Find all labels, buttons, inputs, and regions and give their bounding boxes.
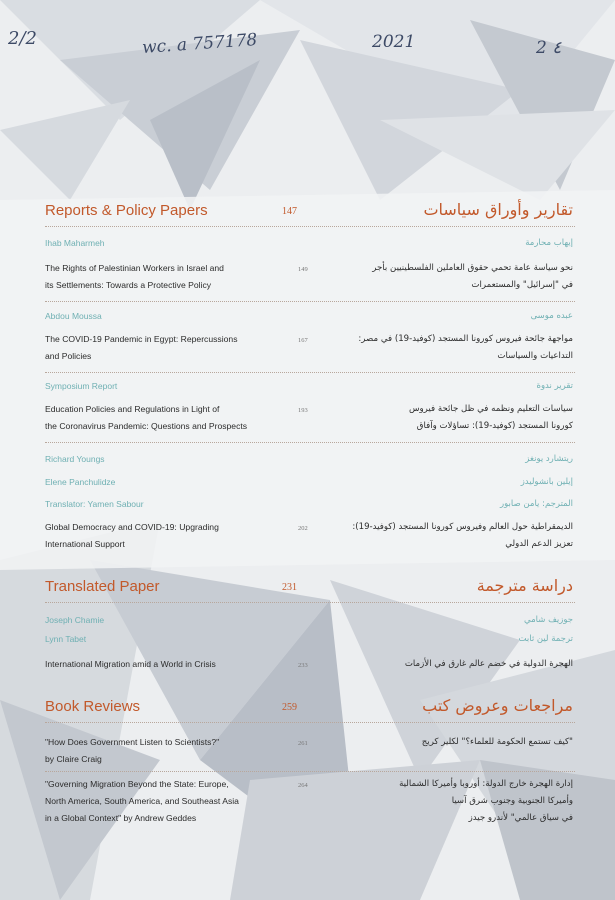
section-page-translated: 231: [282, 582, 297, 593]
section-title-reviews-ar: مراجعات وعروض كتب: [422, 696, 573, 715]
entry-title-en[interactable]: [45, 776, 280, 827]
entry-divider: [45, 771, 575, 772]
entry-title-en[interactable]: [45, 519, 280, 553]
entry-title-line: تعزيز الدعم الدولي: [505, 539, 573, 549]
entry-divider: [45, 372, 575, 373]
entry-title-en[interactable]: [45, 401, 280, 435]
translator-en: Lynn Tabet: [45, 634, 87, 644]
entry-title-ar[interactable]: [308, 734, 573, 751]
entry-title-line: "كيف تستمع الحكومة للعلماء؟" لكلير كريج: [421, 737, 573, 747]
author-ar: عبده موسى: [530, 311, 573, 321]
author-en: Symposium Report: [45, 381, 118, 391]
section-title-translated-en: Translated Paper: [45, 578, 160, 595]
entry-title-line: International Support: [45, 539, 125, 549]
section-divider: [45, 602, 575, 603]
entry-page-number: 149: [298, 266, 308, 273]
entry-title-line: "How Does Government Listen to Scientists?": [45, 737, 220, 747]
section-title-reviews-en: Book Reviews: [45, 698, 141, 715]
entry-title-line: كورونا المستجد (كوفيد-19): تساؤلات وآفاق: [416, 421, 573, 431]
section-page-reports: 147: [282, 206, 297, 217]
entry-title-line: Education Policies and Regulations in Light of: [45, 404, 220, 414]
section-title-reports-ar: تقارير وأوراق سياسات: [423, 200, 573, 219]
entry-title-line: the Coronavirus Pandemic: Questions and Prospects: [45, 421, 248, 431]
translator-ar: المترجم: يامن صابور: [500, 499, 573, 509]
entry-title-ar[interactable]: [308, 260, 573, 294]
entry-divider: [45, 442, 575, 443]
translator-en: Translator: Yamen Sabour: [45, 499, 144, 509]
author-en: Richard Youngs: [45, 454, 105, 464]
entry-title-line: and Policies: [45, 351, 92, 361]
entry-title-ar[interactable]: [308, 519, 573, 553]
author-en: Ihab Maharmeh: [45, 238, 105, 248]
entry-title-line: its Settlements: Towards a Protective Policy: [45, 280, 212, 290]
section-title-reports-en: Reports & Policy Papers: [45, 202, 208, 219]
entry-title-line: Global Democracy and COVID-19: Upgrading: [45, 522, 219, 532]
entry-title-en[interactable]: [45, 656, 280, 673]
entry-divider: [45, 301, 575, 302]
entry-title-line: في "إسرائيل" والمستعمرات: [471, 280, 573, 290]
handwritten-year: 2021: [372, 32, 416, 52]
entry-title-line: سياسات التعليم ونظمه في ظل جائحة فيروس: [409, 404, 573, 414]
section-divider: [45, 226, 575, 227]
author-en: Abdou Moussa: [45, 311, 102, 321]
author-ar: ريتشارد يونغز: [525, 454, 573, 464]
entry-title-en[interactable]: [45, 260, 280, 294]
entry-title-line: مواجهة جائحة فيروس كورونا المستجد (كوفيد-19) في مصر:: [358, 334, 573, 344]
entry-page-number: 202: [298, 525, 308, 532]
author-ar: إيهاب محارمة: [525, 238, 573, 248]
section-title-translated-ar: دراسة مترجمة: [476, 576, 573, 595]
entry-title-line: North America, South America, and Southeast Asia: [45, 796, 239, 806]
entry-title-line: "Governing Migration Beyond the State: Europe,: [45, 779, 229, 789]
entry-page-number: 264: [298, 782, 308, 789]
entry-page-number: 167: [298, 337, 308, 344]
handwritten-folio: 2/2: [8, 28, 37, 49]
entry-title-line: by Claire Craig: [45, 754, 102, 764]
entry-title-line: الهجرة الدولية في خضم عالم غارق في الأزمات: [404, 659, 573, 669]
entry-page-number: 193: [298, 407, 308, 414]
section-divider: [45, 722, 575, 723]
entry-title-ar[interactable]: [308, 656, 573, 673]
author-ar: إيلين بانشوليدز: [520, 477, 573, 487]
entry-title-line: in a Global Context" by Andrew Geddes: [45, 813, 197, 823]
entry-title-line: The Rights of Palestinian Workers in Israel and: [45, 263, 224, 273]
entry-title-en[interactable]: [45, 331, 280, 365]
entry-title-ar[interactable]: [308, 331, 573, 365]
entry-page-number: 261: [298, 740, 308, 747]
section-page-reviews: 259: [282, 702, 297, 713]
entry-title-line: International Migration amid a World in Crisis: [45, 659, 216, 669]
author-ar: جوزيف شامي: [524, 615, 573, 625]
entry-title-line: نحو سياسة عامة تحمي حقوق العاملين الفلسطينيين بأجر: [372, 263, 573, 273]
entry-title-line: وأميركا الجنوبية وجنوب شرق آسيا: [451, 796, 573, 806]
entry-title-line: إدارة الهجرة خارج الدولة: أوروبا وأميركا الشمالية: [399, 779, 573, 789]
translator-ar: ترجمة لين ثابت: [518, 634, 573, 644]
entry-title-ar[interactable]: [308, 401, 573, 435]
entry-title-line: الديمقراطية حول العالم وفيروس كورونا المستجد (كوفيد-19):: [352, 522, 573, 532]
entry-title-en[interactable]: [45, 734, 280, 768]
handwritten-issue: 2 ٤: [536, 38, 562, 58]
entry-title-line: The COVID-19 Pandemic in Egypt: Repercussions: [45, 334, 238, 344]
author-en: Elene Panchulidze: [45, 477, 116, 487]
entry-title-line: في سياق عالمي" لأندرو جيدز: [468, 813, 573, 823]
entry-title-ar[interactable]: [308, 776, 573, 827]
entry-title-line: التداعيات والسياسات: [497, 351, 573, 361]
handwritten-accession-number: wc. a 757178: [141, 30, 258, 58]
author-en: Joseph Chamie: [45, 615, 105, 625]
entry-page-number: 233: [298, 662, 308, 669]
author-ar: تقرير ندوة: [536, 381, 573, 391]
